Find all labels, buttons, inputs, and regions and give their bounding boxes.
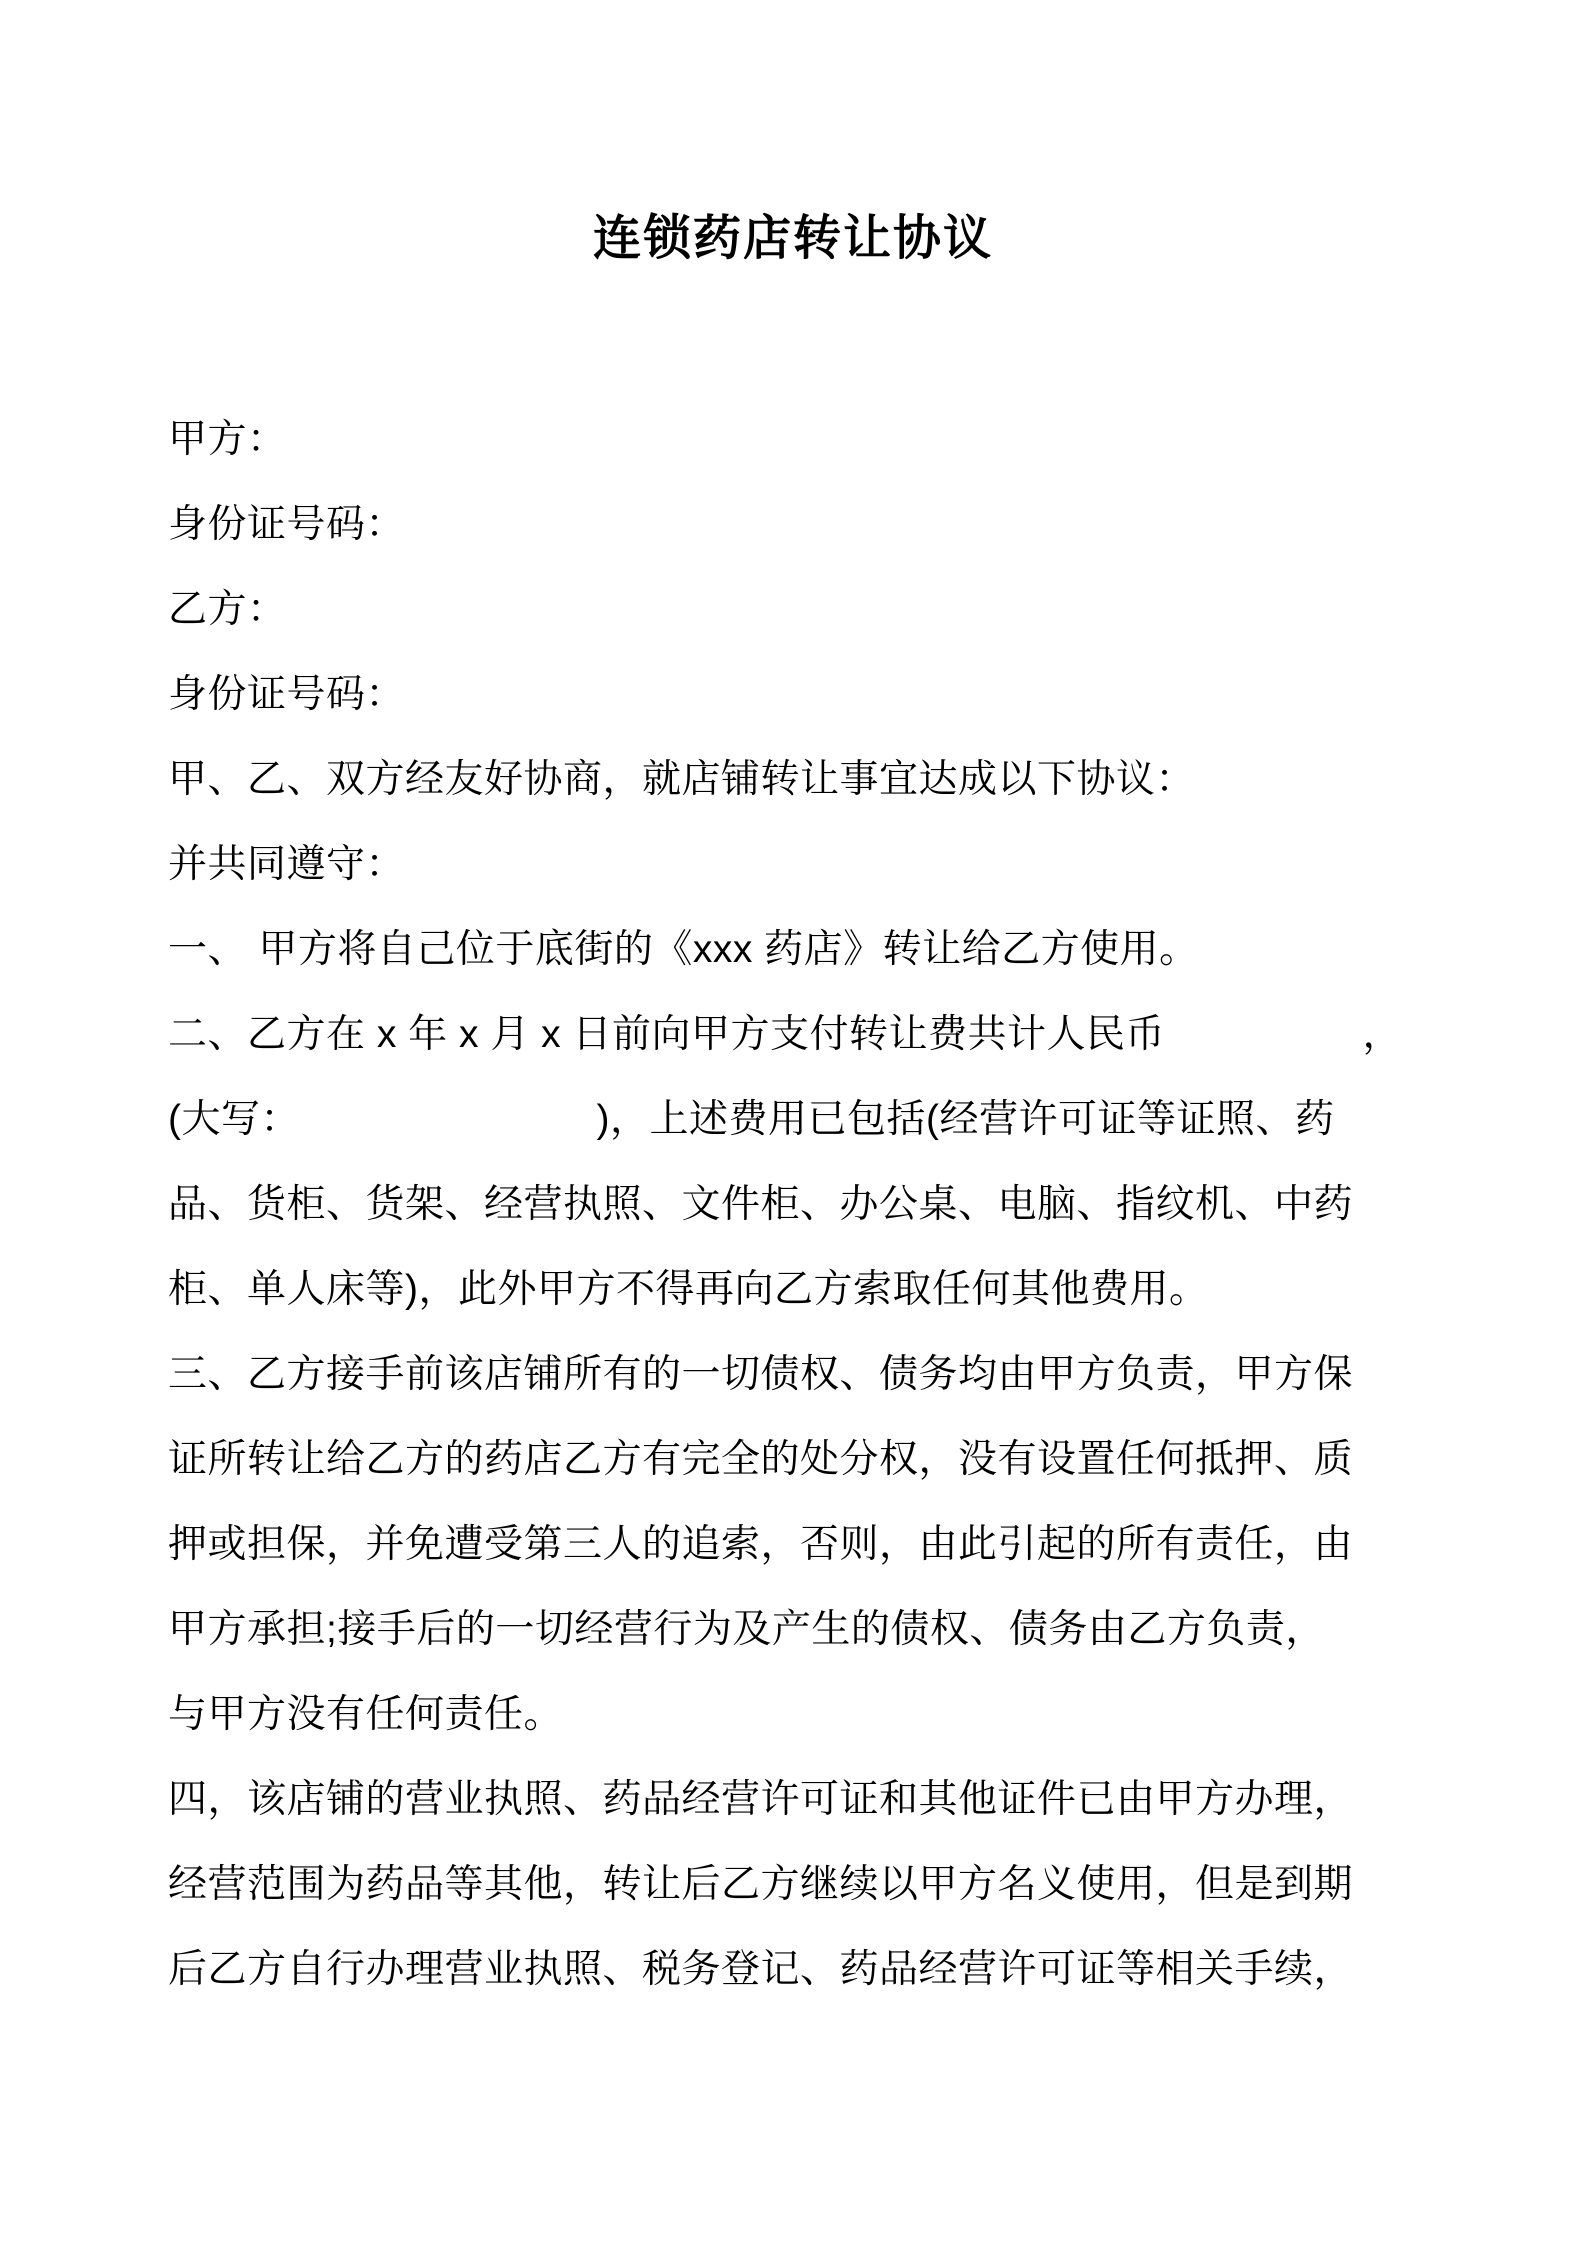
document-body — [168, 397, 1408, 2012]
document-line: 身份证号码： — [168, 673, 406, 716]
document-title: 连锁药店转让协议 — [592, 212, 993, 265]
document-line: 身份证号码： — [168, 503, 406, 546]
document-line: 柜、单人床等)，此外甲方不得再向乙方索取任何其他费用。 — [168, 1268, 1209, 1311]
document-line: 二、乙方在 x 年 x 月 x 日前向甲方支付转让费共计人民币 ， — [168, 1013, 1403, 1056]
document-line: (大写： )，上述费用已包括(经营许可证等证照、药 — [168, 1098, 1335, 1141]
document-line: 四，该店铺的营业执照、药品经营许可证和其他证件已由甲方办理， — [168, 1778, 1354, 1821]
document-line: 三、乙方接手前该店铺所有的一切债权、债务均由甲方负责，甲方保 — [168, 1353, 1354, 1396]
document-line: 一、 甲方将自己位于底街的《xxx 药店》转让给乙方使用。 — [168, 928, 1199, 971]
document-line: 乙方： — [168, 588, 287, 631]
document-line: 与甲方没有任何责任。 — [168, 1693, 564, 1736]
document-line: 并共同遵守： — [168, 843, 406, 886]
document-line: 证所转让给乙方的药店乙方有完全的处分权，没有设置任何抵押、质 — [168, 1438, 1354, 1481]
document-line: 经营范围为药品等其他，转让后乙方继续以甲方名义使用，但是到期 — [168, 1863, 1354, 1906]
document-line: 甲方： — [168, 418, 287, 461]
document-line: 押或担保，并免遭受第三人的追索，否则，由此引起的所有责任，由 — [168, 1523, 1354, 1566]
document-line: 后乙方自行办理营业执照、税务登记、药品经营许可证等相关手续， — [168, 1948, 1354, 1991]
document-line: 甲、乙、双方经友好协商，就店铺转让事宜达成以下协议： — [168, 758, 1196, 801]
document-line: 甲方承担;接手后的一切经营行为及产生的债权、债务由乙方负责， — [168, 1608, 1325, 1651]
document-line: 品、货柜、货架、经营执照、文件柜、办公桌、电脑、指纹机、中药 — [168, 1183, 1354, 1226]
